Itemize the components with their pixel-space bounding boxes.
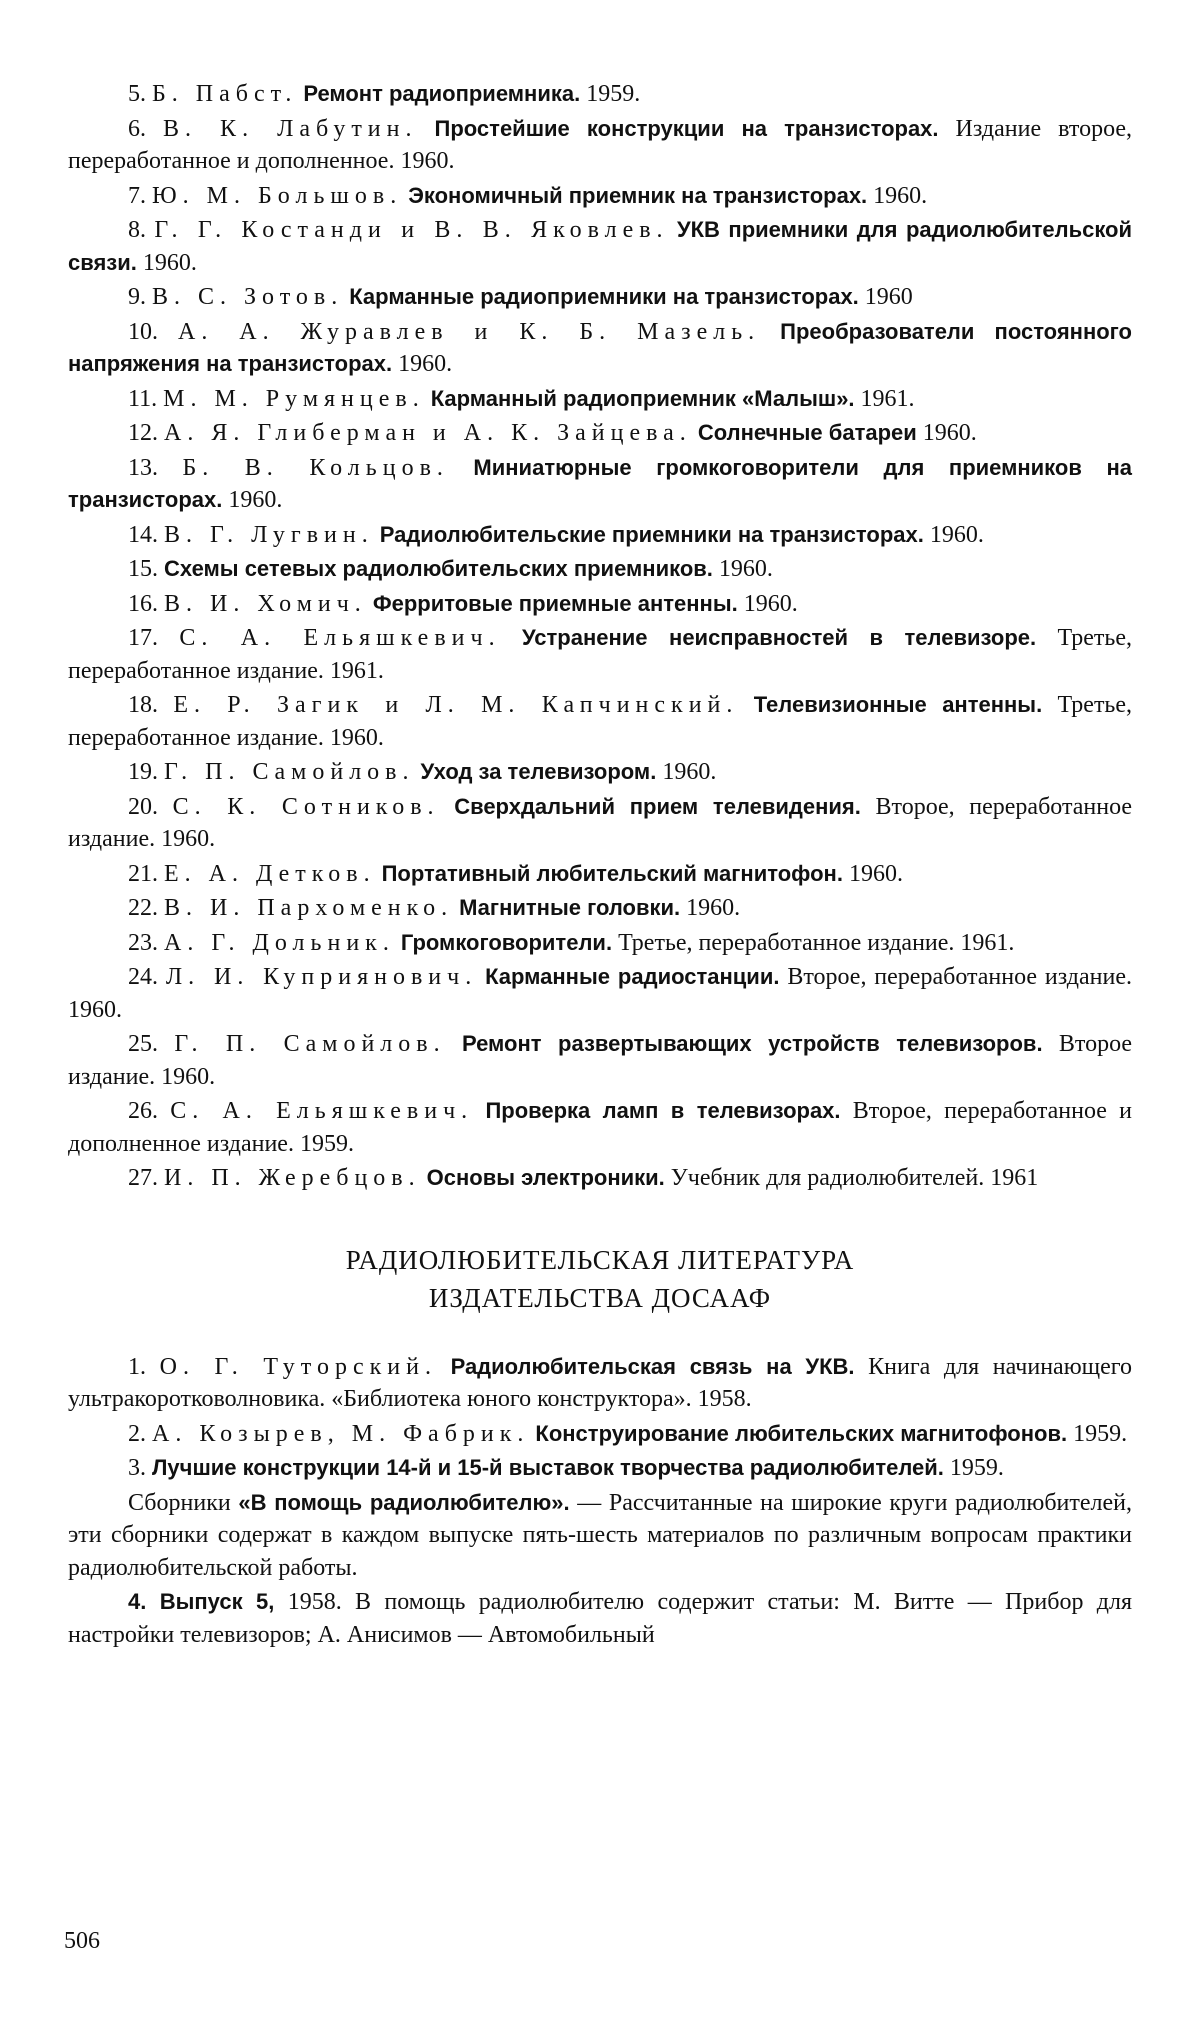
entry-author: В. К. Лабутин. bbox=[163, 115, 418, 142]
entry-title: Карманные радиоприемники на транзисторах. bbox=[349, 284, 859, 309]
entry-author: О. Г. Туторский. bbox=[159, 1353, 437, 1380]
bibliography-entry bbox=[68, 452, 1132, 517]
bibliography-entry bbox=[68, 553, 1132, 586]
entry-author: А. Козырев, М. Фабрик. bbox=[152, 1420, 530, 1447]
collections-title: «В помощь радиолюбителю». bbox=[238, 1489, 570, 1515]
entry-details: 1960. bbox=[222, 487, 283, 513]
bibliography-entry bbox=[68, 961, 1132, 1026]
entry-title: Основы электроники. bbox=[426, 1165, 665, 1190]
entry-details: 1961. bbox=[854, 385, 915, 412]
entry-number: 11. bbox=[128, 385, 158, 412]
bibliography-entry bbox=[68, 519, 1132, 552]
entry-details: 1960 bbox=[858, 284, 913, 310]
entry-author: Е. А. Детков. bbox=[164, 860, 376, 887]
entry-number: 22. bbox=[128, 895, 158, 921]
entry-details: Третье, переработанное издание. 1961. bbox=[612, 929, 1015, 956]
bibliography-list-top bbox=[68, 78, 1132, 1195]
entry-author: С. К. Сотников. bbox=[172, 793, 440, 820]
entry-title: Солнечные батареи bbox=[697, 420, 917, 445]
entry-title: Конструирование любительских магнитофонов. bbox=[535, 1420, 1068, 1446]
entry-details: Третье, переработанное издание. 1960. bbox=[68, 692, 1133, 751]
entry-title: Карманные радиостанции. bbox=[485, 964, 780, 989]
entry-title: Сверхдальний прием телевидения. bbox=[454, 793, 861, 819]
entry-details: 1960. bbox=[712, 556, 773, 582]
bibliography-entry bbox=[68, 1028, 1132, 1093]
bibliography-entry bbox=[68, 689, 1132, 754]
entry-author: Б. Пабст. bbox=[152, 81, 298, 107]
entry-title: Лучшие конструкции 14-й и 15-й выставок творчества радиолюбителей. bbox=[152, 1455, 944, 1480]
entry-details: 1960. bbox=[867, 182, 928, 209]
entry-number: 3. bbox=[128, 1455, 146, 1481]
entry-details: 1960. bbox=[656, 759, 717, 785]
entry-details: Книга для начинающего ультракоротковолновика. «Библиотека юного конструктора». 1958. bbox=[68, 1353, 1133, 1412]
entry-details: Второе издание. 1960. bbox=[68, 1031, 1133, 1090]
bibliography-entry bbox=[68, 588, 1132, 621]
entry-number: 21. bbox=[128, 860, 158, 887]
bibliography-entry bbox=[68, 1351, 1132, 1416]
entry-details: Второе, переработанное издание. 1960. bbox=[68, 964, 1133, 1023]
entry-title: УКВ приемники для радиолюбительской связи. bbox=[68, 217, 1133, 275]
entry-author: Б. В. Кольцов. bbox=[182, 454, 449, 481]
entry-title: Карманный радиоприемник «Малыш». bbox=[430, 385, 855, 411]
entry-title: Устранение неисправностей в телевизоре. bbox=[521, 625, 1037, 650]
entry-title: Экономичный приемник на транзисторах. bbox=[408, 182, 868, 208]
entry-title: Преобразователи постоянного напряжения на транзисторах. bbox=[68, 318, 1132, 376]
entry-details: Издание второе, переработанное и дополненное. 1960. bbox=[68, 115, 1133, 174]
issue-number: 4. bbox=[128, 1589, 147, 1614]
entry-number: 8. bbox=[128, 217, 146, 243]
entry-author: С. А. Ельяшкевич. bbox=[179, 625, 501, 651]
bibliography-entry bbox=[68, 281, 1132, 314]
entry-title: Простейшие конструкции на транзисторах. bbox=[434, 115, 939, 141]
entry-title: Радиолюбительские приемники на транзисторах. bbox=[379, 521, 924, 547]
entry-author: А. Г. Дольник. bbox=[164, 929, 395, 956]
entry-number: 13. bbox=[128, 454, 158, 481]
bibliography-entry bbox=[68, 417, 1132, 450]
entry-number: 20. bbox=[128, 793, 158, 820]
entry-number: 25. bbox=[128, 1031, 158, 1057]
bibliography-entry bbox=[68, 316, 1132, 381]
entry-author: И. П. Жеребцов. bbox=[164, 1165, 421, 1191]
entry-title: Ремонт радиоприемника. bbox=[303, 81, 581, 106]
bibliography-entry bbox=[68, 1095, 1132, 1160]
entry-details: Второе, переработанное и дополненное издание. 1959. bbox=[68, 1098, 1133, 1157]
bibliography-entry bbox=[68, 1162, 1132, 1195]
entry-author: Г. П. Самойлов. bbox=[164, 759, 415, 785]
entry-number: 26. bbox=[128, 1098, 158, 1124]
bibliography-entry bbox=[68, 927, 1132, 960]
entry-author: Г. П. Самойлов. bbox=[174, 1031, 446, 1057]
entry-title: Телевизионные антенны. bbox=[753, 692, 1043, 717]
entry-number: 6. bbox=[128, 115, 146, 142]
bibliography-entry bbox=[68, 78, 1132, 111]
entry-title: Ремонт развертывающих устройств телевизоров. bbox=[461, 1031, 1043, 1056]
entry-details: 1959. bbox=[580, 81, 641, 107]
entry-author: Ю. М. Большов. bbox=[152, 182, 403, 209]
entry-title: Магнитные головки. bbox=[459, 895, 681, 920]
entry-number: 23. bbox=[128, 929, 158, 956]
entry-details: Второе, переработанное издание. 1960. bbox=[68, 793, 1133, 852]
entry-author: М. М. Румянцев. bbox=[163, 385, 425, 412]
bibliography-entry bbox=[68, 1418, 1132, 1451]
collections-lead: Сборники bbox=[128, 1489, 239, 1516]
entry-details: 1959. bbox=[1067, 1420, 1128, 1447]
entry-author: В. С. Зотов. bbox=[152, 284, 344, 310]
bibliography-entry bbox=[68, 622, 1132, 687]
entry-author: А. А. Журавлев и К. Б. Мазель. bbox=[177, 318, 761, 345]
issue-title: Выпуск 5, bbox=[159, 1589, 275, 1614]
section-heading-line-2: ИЗДАТЕЛЬСТВА ДОСААФ bbox=[428, 1282, 772, 1313]
entry-details: 1960. bbox=[842, 860, 903, 887]
page-number: 506 bbox=[64, 1928, 100, 1954]
entry-details: 1959. bbox=[943, 1455, 1004, 1481]
entry-details: 1960. bbox=[923, 521, 984, 548]
section-heading bbox=[68, 1241, 1132, 1317]
entry-number: 10. bbox=[128, 318, 158, 345]
entry-title: Схемы сетевых радиолюбительских приемников. bbox=[164, 556, 713, 581]
entry-number: 5. bbox=[128, 81, 146, 107]
entry-details: 1960. bbox=[737, 590, 798, 617]
entry-details: 1960. bbox=[916, 420, 977, 446]
entry-number: 19. bbox=[128, 759, 158, 785]
entry-number: 2. bbox=[128, 1420, 146, 1447]
entry-title: Ферритовые приемные антенны. bbox=[372, 590, 738, 616]
issue-entry bbox=[68, 1586, 1132, 1651]
entry-number: 14. bbox=[128, 521, 158, 548]
entry-title: Громкоговорители. bbox=[400, 929, 613, 955]
bibliography-entry bbox=[68, 892, 1132, 925]
entry-number: 17. bbox=[128, 625, 158, 651]
bibliography-entry bbox=[68, 1452, 1132, 1485]
bibliography-entry bbox=[68, 214, 1132, 279]
entry-title: Уход за телевизором. bbox=[420, 759, 657, 784]
entry-author: Е. Р. Загик и Л. М. Капчинский. bbox=[173, 692, 739, 718]
bibliography-entry bbox=[68, 791, 1132, 856]
entry-title: Портативный любительский магнитофон. bbox=[381, 860, 843, 886]
entry-title: Проверка ламп в телевизорах. bbox=[485, 1098, 841, 1123]
entry-details: Учебник для радиолюбителей. 1961 bbox=[664, 1165, 1039, 1191]
entry-details: Третье, переработанное издание. 1961. bbox=[68, 625, 1132, 684]
entry-details: 1960. bbox=[392, 351, 453, 377]
issue-text: 1958. В помощь радиолюбителю содержит статьи: М. Витте — Прибор для настройки телевизоров; А. Анисимов — Автомобильный bbox=[68, 1589, 1133, 1648]
entry-details: 1960. bbox=[136, 249, 197, 276]
entry-author: В. И. Хомич. bbox=[164, 590, 367, 617]
entry-number: 16. bbox=[128, 590, 158, 617]
entry-author: В. Г. Лугвин. bbox=[164, 521, 374, 548]
entry-title: Миниатюрные громкоговорители для приемников на транзисторах. bbox=[68, 454, 1133, 512]
collections-text: — Рассчитанные на широкие круги радиолюбителей, эти сборники содержат в каждом выпуске пять-шесть материалов по различным вопросам практики радиолюбительской работы. bbox=[68, 1489, 1132, 1581]
entry-author: А. Я. Глиберман и А. К. Зайцева. bbox=[164, 420, 692, 446]
bibliography-entry bbox=[68, 180, 1132, 213]
entry-number: 15. bbox=[128, 556, 158, 582]
entry-number: 18. bbox=[128, 692, 158, 718]
bibliography-entry bbox=[68, 756, 1132, 789]
entry-number: 27. bbox=[128, 1165, 158, 1191]
collections-paragraph bbox=[68, 1487, 1132, 1585]
entry-details: 1960. bbox=[680, 895, 741, 921]
entry-title: Радиолюбительская связь на УКВ. bbox=[450, 1353, 855, 1379]
entry-author: Г. Г. Костанди и В. В. Яковлев. bbox=[154, 217, 669, 243]
bibliography-list-bottom bbox=[68, 1351, 1132, 1485]
entry-number: 7. bbox=[128, 182, 146, 209]
bibliography-entry bbox=[68, 113, 1132, 178]
entry-author: Л. И. Куприянович. bbox=[165, 964, 478, 990]
entry-number: 24. bbox=[128, 964, 158, 990]
entry-number: 9. bbox=[128, 284, 146, 310]
section-heading-line-1: РАДИОЛЮБИТЕЛЬСКАЯ ЛИТЕРАТУРА bbox=[345, 1244, 855, 1275]
entry-number: 12. bbox=[128, 420, 158, 446]
bibliography-entry bbox=[68, 383, 1132, 416]
entry-author: С. А. Ельяшкевич. bbox=[170, 1098, 474, 1124]
entry-number: 1. bbox=[128, 1353, 146, 1380]
entry-author: В. И. Пархоменко. bbox=[164, 895, 454, 921]
bibliography-entry bbox=[68, 858, 1132, 891]
